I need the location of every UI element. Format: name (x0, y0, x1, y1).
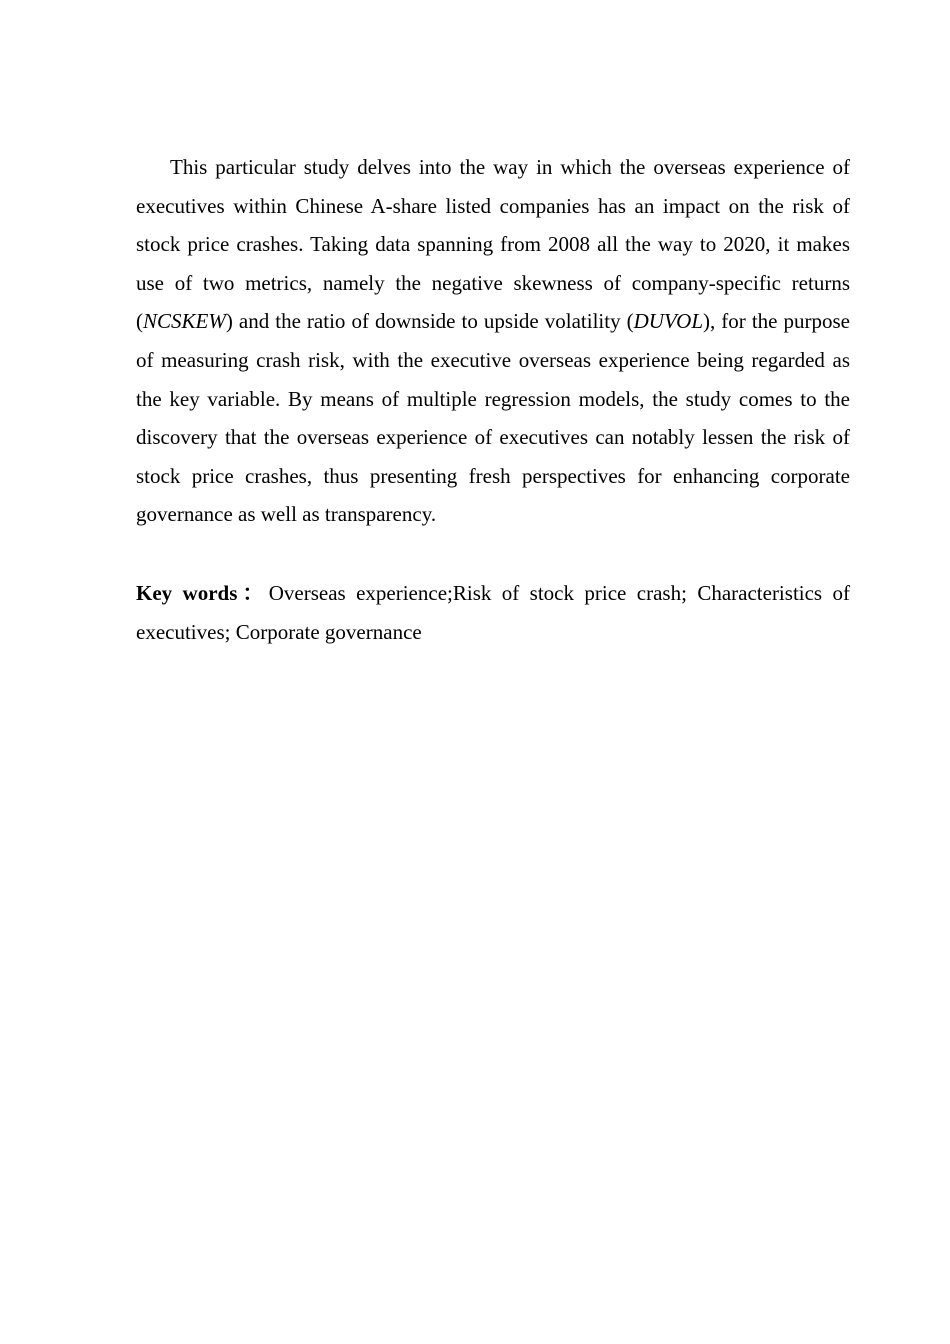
keywords-list: Overseas experience;Risk of stock price crash; Characteristics of executives; Corporate governance (136, 580, 851, 644)
abstract-paragraph (136, 148, 850, 534)
abstract-text-part-1: This particular study delves into the way in which the overseas experience of executives within Chinese A-share listed companies has an impact on the risk of stock price crashes. Taking data spanning from 2008 all the way to 2020, it makes use of two metrics, namely the negative skewness of company-specific returns ( (136, 155, 850, 334)
ncskew-term: NCSKEW (143, 309, 226, 334)
abstract-text-part-3: ), for the purpose of measuring crash risk, with the executive overseas experience being regarded as the key variable. By means of multiple regression models, the study comes to the discovery that the overseas experience of executives can notably lessen the risk of stock price crashes, thus presenting fresh perspectives for enhancing corporate governance as well as transparency. (136, 309, 851, 527)
abstract-text-part-2: ) and the ratio of downside to upside volatility ( (225, 309, 634, 334)
keywords-paragraph (136, 574, 850, 651)
duvol-term: DUVOL (633, 309, 704, 334)
abstract-section (136, 148, 850, 651)
keywords-label: Key words： (136, 580, 269, 605)
